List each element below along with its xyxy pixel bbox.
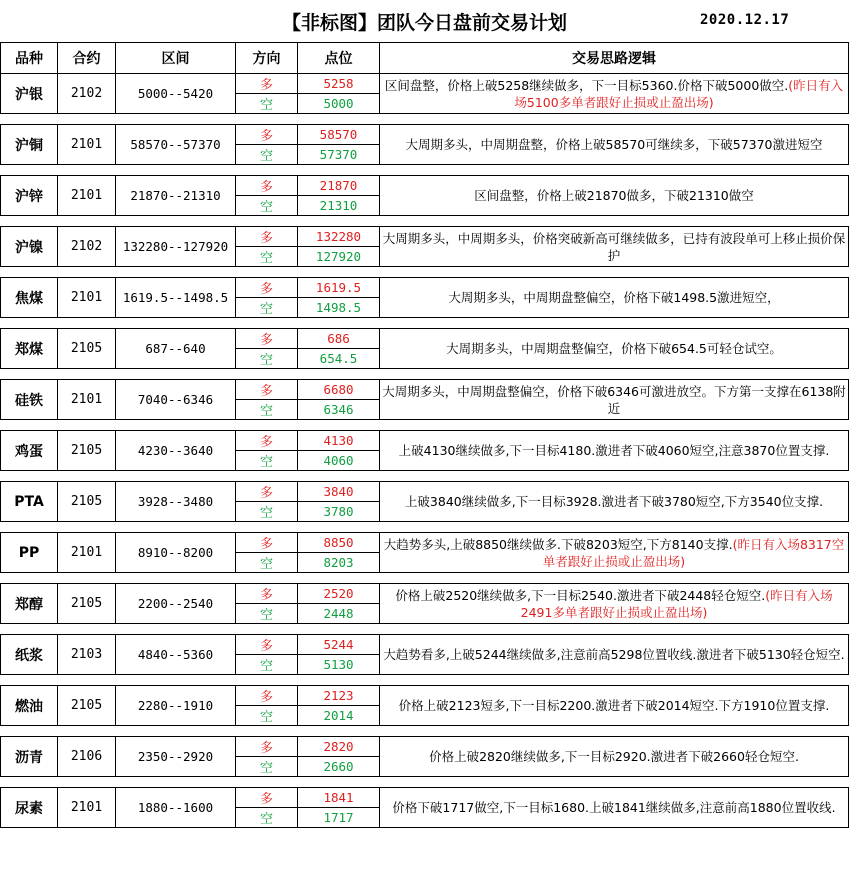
price-range: 3928--3480: [116, 482, 236, 522]
trade-logic: [380, 737, 849, 777]
point-short: 2014: [298, 706, 380, 726]
commodity-name: 沪银: [1, 74, 58, 114]
contract-code: 2105: [58, 686, 116, 726]
point-long: 132280: [298, 227, 380, 247]
row-spacer: [1, 471, 849, 482]
direction-short: 空: [236, 808, 298, 828]
commodity-name: 尿素: [1, 788, 58, 828]
direction-short: 空: [236, 604, 298, 624]
direction-long: 多: [236, 278, 298, 298]
table-header-row: [1, 43, 849, 74]
trade-logic-text: 上破3840继续做多,下一目标3928.激进者下破3780短空,下方3540位支撑.: [404, 494, 824, 509]
point-long: 2123: [298, 686, 380, 706]
point-long: 1841: [298, 788, 380, 808]
point-long: 5258: [298, 74, 380, 94]
point-short: 1498.5: [298, 298, 380, 318]
point-long: 21870: [298, 176, 380, 196]
table-row: [1, 431, 849, 451]
point-long: 6680: [298, 380, 380, 400]
header-name: 品种: [1, 43, 58, 74]
commodity-name: PP: [1, 533, 58, 573]
direction-short: 空: [236, 247, 298, 267]
commodity-name: 郑醇: [1, 584, 58, 624]
commodity-name: 沪锌: [1, 176, 58, 216]
trade-logic: [380, 584, 849, 624]
row-spacer-cell: [1, 777, 849, 788]
point-short: 57370: [298, 145, 380, 165]
point-short: 5130: [298, 655, 380, 675]
table-row: [1, 278, 849, 298]
row-spacer-cell: [1, 522, 849, 533]
trade-logic-text: 价格上破2820继续做多,下一目标2920.激进者下破2660轻仓短空.: [429, 749, 799, 764]
row-spacer: [1, 726, 849, 737]
point-short: 3780: [298, 502, 380, 522]
row-spacer: [1, 267, 849, 278]
price-range: 687--640: [116, 329, 236, 369]
contract-code: 2105: [58, 584, 116, 624]
point-long: 5244: [298, 635, 380, 655]
point-long: 2520: [298, 584, 380, 604]
table-row: [1, 686, 849, 706]
direction-short: 空: [236, 502, 298, 522]
table-row: [1, 788, 849, 808]
direction-short: 空: [236, 451, 298, 471]
direction-short: 空: [236, 94, 298, 114]
trade-logic-text: 上破4130继续做多,下一目标4180.激进者下破4060短空,注意3870位置支撑.: [398, 443, 830, 458]
table-row: [1, 737, 849, 757]
contract-code: 2101: [58, 380, 116, 420]
table-body: [1, 74, 849, 828]
trade-note: (昨日有入场5100多单者跟好止损或止盈出场): [514, 77, 844, 110]
direction-short: 空: [236, 655, 298, 675]
trade-logic-text: 价格下破1717做空,下一目标1680.上破1841继续做多,注意前高1880位置收线.: [392, 800, 836, 815]
trade-logic: [380, 686, 849, 726]
commodity-name: PTA: [1, 482, 58, 522]
direction-long: 多: [236, 74, 298, 94]
trade-logic-text: 大周期多头，中周期盘整偏空，价格下破6346可激进放空。下方第一支撑在6138附近: [382, 383, 846, 416]
commodity-name: 沥青: [1, 737, 58, 777]
table-row: [1, 380, 849, 400]
direction-long: 多: [236, 482, 298, 502]
price-range: 8910--8200: [116, 533, 236, 573]
commodity-name: 沪镍: [1, 227, 58, 267]
contract-code: 2101: [58, 125, 116, 165]
contract-code: 2102: [58, 74, 116, 114]
direction-short: 空: [236, 757, 298, 777]
row-spacer: [1, 318, 849, 329]
point-long: 1619.5: [298, 278, 380, 298]
row-spacer-cell: [1, 420, 849, 431]
direction-short: 空: [236, 400, 298, 420]
row-spacer: [1, 573, 849, 584]
row-spacer-cell: [1, 318, 849, 329]
price-range: 1619.5--1498.5: [116, 278, 236, 318]
row-spacer: [1, 522, 849, 533]
contract-code: 2103: [58, 635, 116, 675]
point-short: 654.5: [298, 349, 380, 369]
plan-date: 2020.12.17: [700, 12, 790, 28]
commodity-name: 纸浆: [1, 635, 58, 675]
contract-code: 2102: [58, 227, 116, 267]
table-row: [1, 74, 849, 94]
trade-logic-text: 大趋势看多,上破5244继续做多,注意前高5298位置收线.激进者下破5130轻仓短空.: [383, 647, 845, 662]
row-spacer: [1, 369, 849, 380]
point-short: 2448: [298, 604, 380, 624]
direction-long: 多: [236, 584, 298, 604]
commodity-name: 郑煤: [1, 329, 58, 369]
direction-long: 多: [236, 431, 298, 451]
trade-logic-text: 价格上破2123短多,下一目标2200.激进者下破2014短空.下方1910位置支撑.: [398, 698, 830, 713]
table-row: [1, 329, 849, 349]
point-short: 127920: [298, 247, 380, 267]
table-row: [1, 227, 849, 247]
trade-logic: [380, 533, 849, 573]
contract-code: 2105: [58, 329, 116, 369]
table-row: [1, 176, 849, 196]
trade-logic: [380, 788, 849, 828]
trading-plan-table: [0, 42, 849, 828]
direction-long: 多: [236, 125, 298, 145]
direction-long: 多: [236, 737, 298, 757]
direction-long: 多: [236, 788, 298, 808]
row-spacer: [1, 777, 849, 788]
contract-code: 2106: [58, 737, 116, 777]
direction-short: 空: [236, 298, 298, 318]
price-range: 2350--2920: [116, 737, 236, 777]
commodity-name: 燃油: [1, 686, 58, 726]
table-row: [1, 533, 849, 553]
commodity-name: 沪铜: [1, 125, 58, 165]
table-row: [1, 125, 849, 145]
direction-short: 空: [236, 196, 298, 216]
point-long: 686: [298, 329, 380, 349]
header-direction: 方向: [236, 43, 298, 74]
trade-logic-text: 大周期多头，中周期盘整，价格上破58570可继续多，下破57370激进短空: [405, 137, 823, 152]
point-short: 21310: [298, 196, 380, 216]
table-row: [1, 482, 849, 502]
row-spacer-cell: [1, 624, 849, 635]
row-spacer-cell: [1, 471, 849, 482]
commodity-name: 硅铁: [1, 380, 58, 420]
trade-logic: [380, 431, 849, 471]
contract-code: 2105: [58, 431, 116, 471]
trade-note: (昨日有入场2491多单者跟好止损或止盈出场): [520, 587, 833, 620]
table-row: [1, 635, 849, 655]
row-spacer-cell: [1, 726, 849, 737]
point-long: 8850: [298, 533, 380, 553]
table-row: [1, 584, 849, 604]
direction-short: 空: [236, 706, 298, 726]
header-range: 区间: [116, 43, 236, 74]
point-long: 58570: [298, 125, 380, 145]
trade-logic-text: 大周期多头，中周期盘整偏空，价格下破1498.5激进短空，: [448, 290, 780, 305]
direction-long: 多: [236, 635, 298, 655]
contract-code: 2101: [58, 278, 116, 318]
trade-logic: [380, 125, 849, 165]
trade-logic-text: 区间盘整，价格上破21870做多，下破21310做空: [474, 188, 754, 203]
row-spacer-cell: [1, 114, 849, 125]
price-range: 1880--1600: [116, 788, 236, 828]
price-range: 132280--127920: [116, 227, 236, 267]
direction-long: 多: [236, 380, 298, 400]
page-title: 【非标图】团队今日盘前交易计划: [281, 12, 567, 34]
trade-logic-text: 区间盘整，价格上破5258继续做多，下一目标5360.价格下破5000做空.: [384, 77, 789, 93]
row-spacer: [1, 420, 849, 431]
price-range: 2200--2540: [116, 584, 236, 624]
contract-code: 2101: [58, 788, 116, 828]
trade-note: (昨日有入场8317空单者跟好止损或止盈出场): [542, 536, 845, 569]
contract-code: 2105: [58, 482, 116, 522]
row-spacer-cell: [1, 675, 849, 686]
price-range: 4230--3640: [116, 431, 236, 471]
direction-short: 空: [236, 553, 298, 573]
trade-logic: [380, 176, 849, 216]
trade-logic-text: 大周期多头，中周期多头，价格突破新高可继续做多，已持有波段单可上移止损价保护: [382, 230, 846, 263]
price-range: 5000--5420: [116, 74, 236, 114]
price-range: 21870--21310: [116, 176, 236, 216]
contract-code: 2101: [58, 176, 116, 216]
row-spacer: [1, 216, 849, 227]
header-points: 点位: [298, 43, 380, 74]
header-contract: 合约: [58, 43, 116, 74]
commodity-name: 焦煤: [1, 278, 58, 318]
point-short: 5000: [298, 94, 380, 114]
direction-short: 空: [236, 145, 298, 165]
row-spacer: [1, 675, 849, 686]
trade-logic: [380, 278, 849, 318]
trade-logic: [380, 227, 849, 267]
price-range: 2280--1910: [116, 686, 236, 726]
trade-logic: [380, 74, 849, 114]
point-short: 1717: [298, 808, 380, 828]
point-short: 6346: [298, 400, 380, 420]
trade-logic: [380, 482, 849, 522]
title-row: [0, 0, 849, 42]
price-range: 7040--6346: [116, 380, 236, 420]
price-range: 58570--57370: [116, 125, 236, 165]
contract-code: 2101: [58, 533, 116, 573]
row-spacer: [1, 165, 849, 176]
row-spacer-cell: [1, 573, 849, 584]
point-long: 3840: [298, 482, 380, 502]
direction-short: 空: [236, 349, 298, 369]
point-long: 4130: [298, 431, 380, 451]
trade-logic-text: 大周期多头，中周期盘整偏空，价格下破654.5可轻仓试空。: [446, 341, 782, 356]
row-spacer-cell: [1, 369, 849, 380]
trade-logic: [380, 635, 849, 675]
trade-logic: [380, 380, 849, 420]
row-spacer-cell: [1, 267, 849, 278]
row-spacer: [1, 114, 849, 125]
point-short: 2660: [298, 757, 380, 777]
row-spacer-cell: [1, 216, 849, 227]
direction-long: 多: [236, 176, 298, 196]
direction-long: 多: [236, 227, 298, 247]
row-spacer: [1, 624, 849, 635]
direction-long: 多: [236, 686, 298, 706]
price-range: 4840--5360: [116, 635, 236, 675]
trade-logic-text: 大趋势多头,上破8850继续做多.下破8203短空,下方8140支撑.: [383, 536, 733, 552]
row-spacer-cell: [1, 165, 849, 176]
commodity-name: 鸡蛋: [1, 431, 58, 471]
direction-long: 多: [236, 329, 298, 349]
point-long: 2820: [298, 737, 380, 757]
header-logic: 交易思路逻辑: [380, 43, 849, 74]
trade-logic-text: 价格上破2520继续做多,下一目标2540.激进者下破2448轻仓短空.: [395, 587, 766, 603]
point-short: 4060: [298, 451, 380, 471]
point-short: 8203: [298, 553, 380, 573]
direction-long: 多: [236, 533, 298, 553]
trade-logic: [380, 329, 849, 369]
